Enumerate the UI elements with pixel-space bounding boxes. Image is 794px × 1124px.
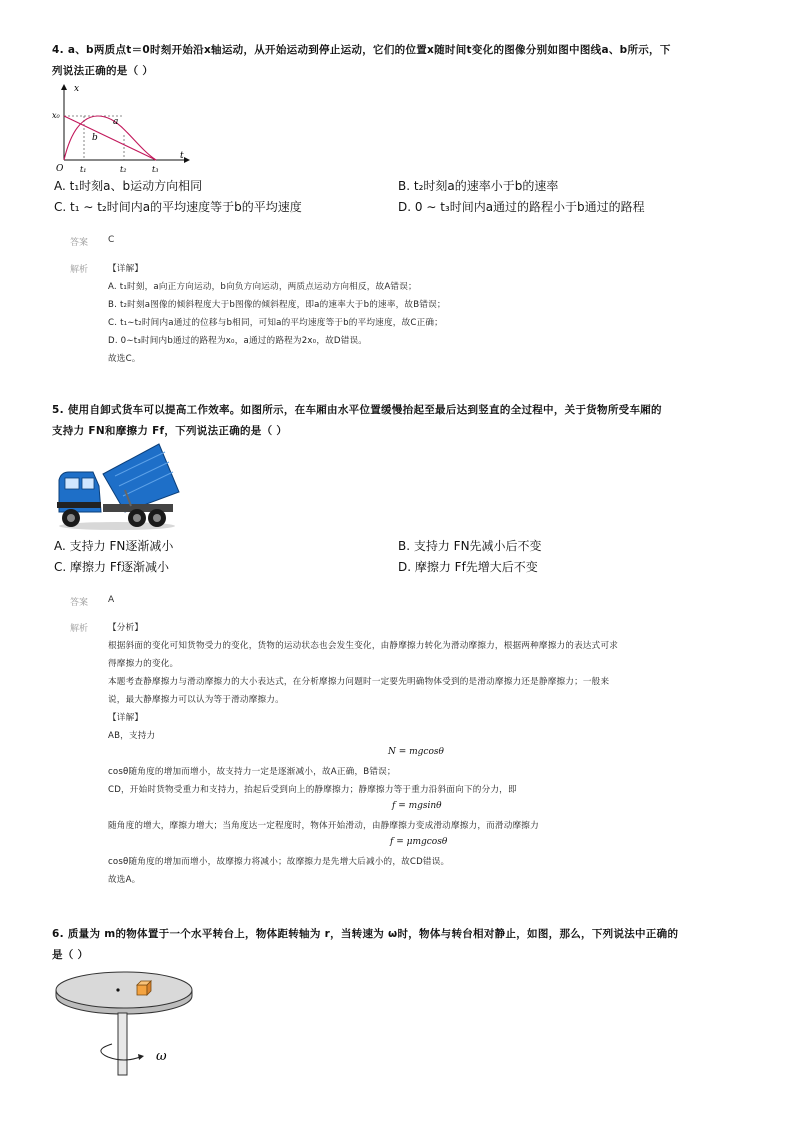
question-5-answer-label: 答案 [70, 598, 89, 608]
formula-normal-force: N = mgcosθ [388, 747, 444, 757]
question-5-explanation-line: 说，最大静摩擦力可以认为等于滑动摩擦力。 [108, 695, 284, 705]
question-5-stem-line-1: 5. 使用自卸式货车可以提高工作效率。如图所示，在车厢由水平位置缓慢抬起至最后达到竖直的全过程中，关于货物所受车厢的 [52, 404, 662, 416]
question-4-option-a: A. t₁时刻a、b运动方向相同 [54, 179, 203, 193]
t-axis-arrow [184, 157, 190, 163]
omega-label: ω [156, 1049, 167, 1064]
question-6-stem-line-2: 是（ ） [52, 949, 89, 961]
question-6-stem [52, 924, 742, 966]
question-4-answer: C [108, 235, 115, 245]
question-4-explanation-line: C. t₁∼t₂时间内a通过的位移与b相同，可知a的平均速度等于b的平均速度，故C正确； [108, 318, 443, 328]
turntable-figure [52, 962, 202, 1086]
question-4-explanation-line: 【详解】 [108, 264, 144, 274]
question-5-explanation-label: 解析 [70, 624, 89, 634]
t3-label: t₃ [152, 165, 159, 174]
t1-label: t₁ [80, 165, 87, 174]
question-4-option-b: B. t₂时刻a的速率小于b的速率 [398, 179, 559, 193]
position-time-graph [52, 82, 192, 176]
question-4-stem-line-2: 列说法正确的是（ ） [52, 65, 154, 77]
question-5-explanation-line: CD，开始时货物受重力和支持力，抬起后受到向上的静摩擦力；静摩擦力等于重力沿斜面向下的分力，即 [108, 785, 517, 795]
question-4-option-d: D. 0 ∼ t₃时间内a通过的路程小于b通过的路程 [398, 200, 645, 214]
question-5-stem-line-2: 支持力 FN和摩擦力 Ff，下列说法正确的是（ ） [52, 425, 288, 437]
origin-label: O [56, 164, 64, 174]
x-axis-label: x [74, 84, 80, 94]
question-4-explanation-label: 解析 [70, 265, 89, 275]
question-4-explanation-line: A. t₁时刻，a向正方向运动，b向负方向运动，两质点运动方向相反，故A错误； [108, 282, 417, 292]
line-b [64, 116, 156, 160]
question-4-option-c: C. t₁ ∼ t₂时间内a的平均速度等于b的平均速度 [54, 200, 302, 214]
question-4-explanation-line: 故选C。 [108, 354, 141, 364]
t2-label: t₂ [120, 165, 127, 174]
question-5-explanation-line: 【分析】 [108, 623, 144, 633]
question-5-explanation-line: 得摩擦力的变化。 [108, 659, 179, 669]
question-5-explanation-line: cosθ随角度的增加而增小，故支持力一定是逐渐减小，故A正确，B错误； [108, 767, 396, 777]
question-6-stem-line-1: 6. 质量为 m的物体置于一个水平转台上，物体距转轴为 r，当转速为 ω时，物体与转台相对静止，如图，那么，下列说法中正确的 [52, 928, 679, 940]
question-4-stem-line-1: 4. a、b两质点t＝0时刻开始沿x轴运动，从开始运动到停止运动，它们的位置x随时间t变化的图像分别如图中图线a、b所示，下 [52, 44, 671, 56]
dump-truck-image [55, 440, 180, 532]
question-5-option-d: D. 摩擦力 Ff先增大后不变 [398, 560, 538, 574]
curve-a-label: a [113, 117, 119, 127]
line-b-label: b [92, 133, 98, 143]
question-5-explanation-line: 本题考查静摩擦力与滑动摩擦力的大小表达式，在分析摩擦力问题时一定要先明确物体受到的是滑动摩擦力还是静摩擦力；一般来 [108, 677, 610, 687]
x0-label: x₀ [52, 111, 60, 120]
question-5-explanation-line: cosθ随角度的增加而增小，故摩擦力将减小；故摩擦力是先增大后减小的，故CD错误。 [108, 857, 450, 867]
question-4-explanation-line: D. 0∼t₃时间内b通过的路程为x₀，a通过的路程为2x₀，故D错误。 [108, 336, 368, 346]
question-5-explanation-line: 根据斜面的变化可知货物受力的变化，货物的运动状态也会发生变化，由静摩擦力转化为滑动摩擦力，根据两种摩擦力的表达式可求 [108, 641, 619, 651]
question-4-answer-label: 答案 [70, 238, 89, 248]
question-5-explanation-line: AB，支持力 [108, 731, 156, 741]
formula-static-friction: f = mgsinθ [392, 801, 442, 811]
question-4-explanation-line: B. t₂时刻a图像的倾斜程度大于b图像的倾斜程度，即a的速率大于b的速率，故B错误； [108, 300, 446, 310]
question-5-option-b: B. 支持力 FN先减小后不变 [398, 539, 542, 553]
formula-sliding-friction: f = μmgcosθ [390, 837, 448, 847]
x-axis-arrow [61, 84, 67, 90]
question-5-stem [52, 400, 742, 442]
question-5-explanation-line: 【详解】 [108, 713, 144, 723]
question-5-explanation-line: 故选A。 [108, 875, 141, 885]
question-5-answer: A [108, 595, 115, 605]
question-5-explanation-line: 随角度的增大，摩擦力增大；当角度达一定程度时，物体开始滑动，由静摩擦力变成滑动摩擦力，而滑动摩擦力 [108, 821, 539, 831]
question-4-stem [52, 40, 742, 82]
question-5-option-c: C. 摩擦力 Ff逐渐减小 [54, 560, 169, 574]
question-5-option-a: A. 支持力 FN逐渐减小 [54, 539, 174, 553]
t-axis-label: t [180, 151, 184, 161]
